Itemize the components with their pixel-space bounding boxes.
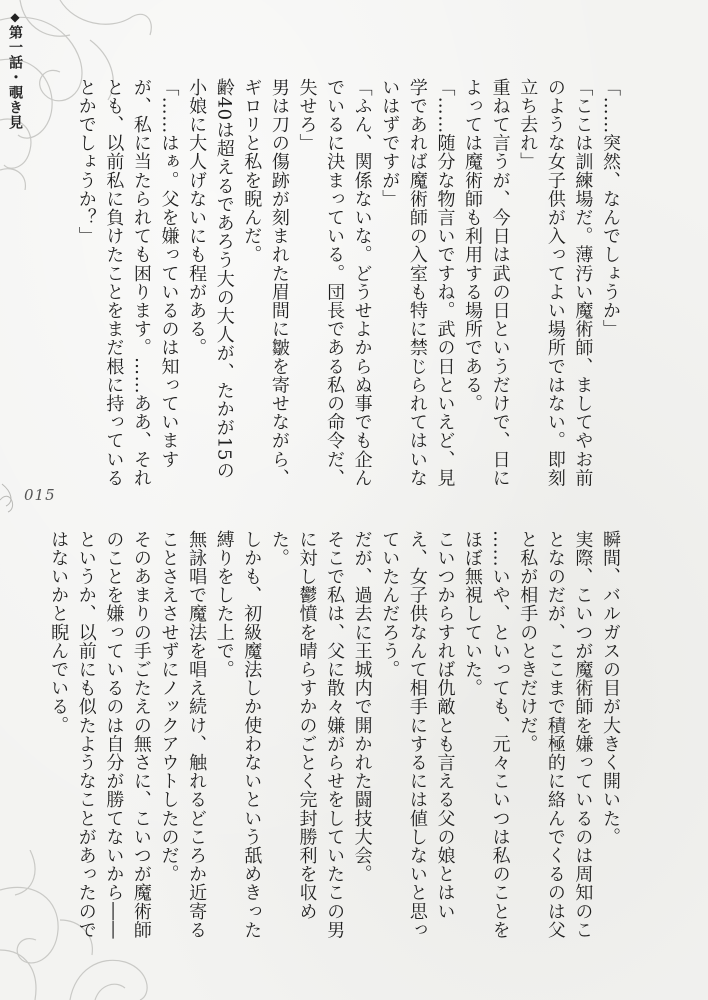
paragraph: こいつからすれば仇敵とも言える父の娘とはいえ、女子供なんて相手にするには値しないと思っていたんだろう。 (379, 530, 456, 940)
paragraph: 重ねて言うが、今日は武の日というだけで、日によっては魔術師も利用する場所である。 (462, 78, 511, 488)
text-block-top (64, 78, 624, 488)
paragraph: 瞬間、バルガスの目が大きく開いた。 (600, 530, 621, 847)
diamond-icon: ◆ (8, 10, 22, 25)
paragraph: 「ふん、関係ないな。どうせよからぬ事でも企んでいるに決まっている。団長である私の命令だ、失せろ」 (296, 78, 373, 488)
paragraph: だが、過去に王城内で開かれた闘技大会。 (351, 530, 373, 884)
page-number: 015 (24, 486, 56, 504)
text-block-bottom (48, 530, 624, 950)
paragraph: ……いや、といっても、元々こいつは私のことをほぼ無視していた。 (462, 530, 511, 940)
paragraph: 無詠唱で魔法を唱え続け、触れるどころか近寄ることさえさせずにノックアウトしたのだ。 (158, 530, 208, 940)
paragraph: そのあまりの手ごたえの無さに、こいつが魔術師のことを嫌っているのは自分が勝てないから――というか、以前にも似たようなことがあったのではないかと睨んでいる。 (48, 530, 152, 940)
paragraph: しかも、初級魔法しか使わないという舐めきった縛りをした上で。 (213, 530, 263, 940)
paragraph: 齢40は超えるであろう大の大人が、たかが15の小娘に大人げないにも程がある。 (186, 78, 235, 480)
paragraph: 男は刀の傷跡が刻まれた眉間に皺を寄せながら、ギロリと私を睨んだ。 (241, 78, 290, 488)
chapter-title (5, 10, 25, 130)
paragraph: そこで私は、父に散々嫌がらせをしていたこの男に対し鬱憤を晴らすかのごとく完封勝利を収めた。 (268, 530, 346, 940)
paragraph: 「……随分な物言いですね。武の日といえど、見学であれば魔術師の入室も特に禁じられてはいないはずですが」 (379, 78, 456, 488)
chapter-title-text: 第一話・覗き見 (7, 25, 23, 130)
paragraph: 「ここは訓練場だ。薄汚い魔術師、ましてやお前のような女子供が入ってよい場所ではない。即刻立ち去れ」 (517, 78, 594, 488)
paragraph: 実際、こいつが魔術師を嫌っているのは周知のことなのだが、ここまで積極的に絡んでくるのは父と私が相手のときだけだ。 (517, 530, 594, 940)
paragraph: 「……突然、なんでしょうか」 (600, 78, 621, 339)
paragraph: 「……はぁ。父を嫌っているのは知っていますが、私に当たられても困ります。……ああ、それとも、以前私に負けたことをまだ根に持っているとかでしょうか？」 (75, 78, 180, 488)
